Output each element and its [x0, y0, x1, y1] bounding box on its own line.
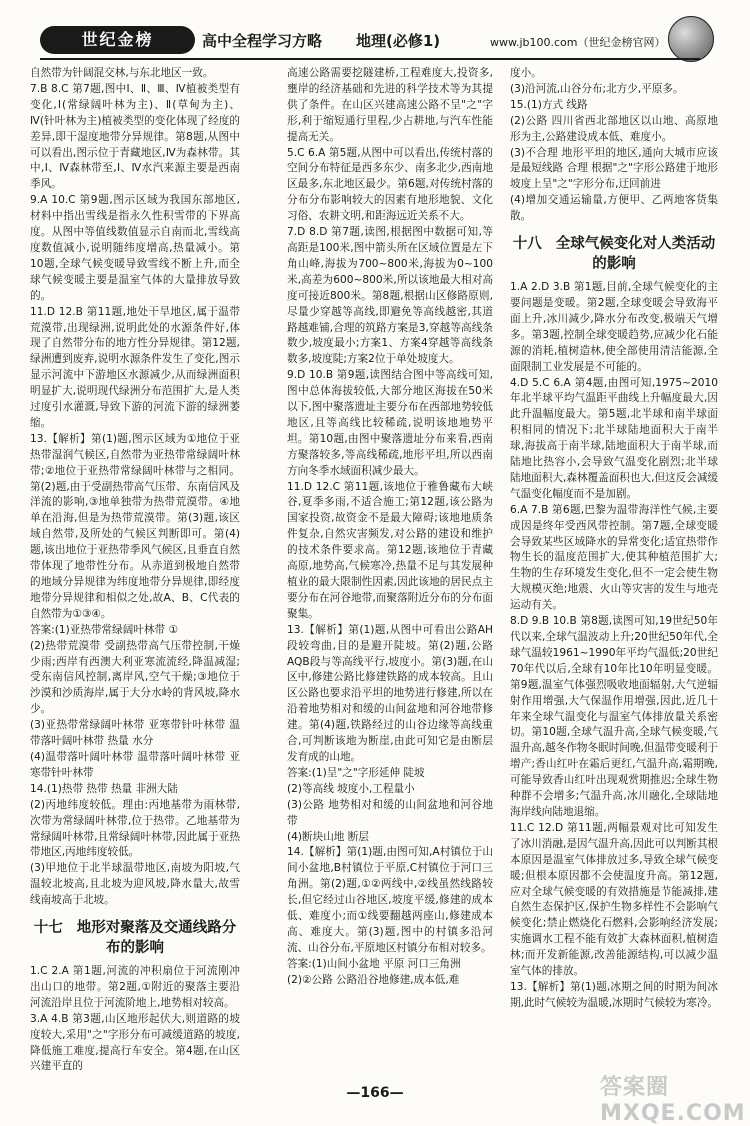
- paragraph: 9.D 10.B 第9题,读图结合图中等高线可知,图中总体海拔较低,大部分地区海拔在50米以下,图中聚落遗址主要分布在西部地势较低地区,且等高线比较稀疏,说明该地地势平坦。第10题,由图中聚落遗址分布来看,西南方聚落较多,等高线稀疏,地形平坦,所以西南方向冬季水域面积减少最大。: [287, 369, 493, 477]
- paragraph: 答案:(1)山间小盆地 平原 河口三角洲: [287, 957, 461, 970]
- paragraph: (4)断块山地 断层: [287, 830, 369, 843]
- paragraph: 15.(1)方式 线路: [510, 98, 588, 111]
- section-title: 地形对聚落及交通线路分布的影响: [76, 920, 237, 957]
- paragraph: 1.A 2.D 3.B 第1题,目前,全球气候变化的主要问题是变暖。第2题,全球变暖会导致海平面上升,冰川减少,降水分布改变,极端天气增多。第3题,控制全球变暖趋势,应减少化石能源的消耗,植树造林,使全部使用清洁能源,全面限制工业发展是不可能的。: [510, 281, 718, 373]
- paragraph: 3.A 4.B 第3题,山区地形起伏大,则道路的坡度较大,采用"之"字形分布可减缓道路的坡度,降低施工难度,提高行车安全。第4题,在山区兴建平直的: [30, 1012, 240, 1073]
- column-right: [510, 66, 718, 1012]
- paragraph: (3)沿河流,山谷分布;北方少,平原多。: [510, 82, 684, 95]
- paragraph: 8.D 9.B 10.B 第8题,读图可知,19世纪50年代以来,全球气温波动上升;20世纪50年代,全球气温较1961~1990年平均气温低;20世纪70年代以后,全球有10年比10年明显变暖。第9题,温室气体强烈吸收地面辐射,大气逆辐射作用增强,大气保温作用增强,因此,近几十年来全球气温变化与温室气体排放量关系密切。第10题,全球气温升高,全球气候变暖,气温升高,越冬作物冬眠时间晚,但温带变暖利于增产;香山红叶在霜后更红,气温升高,霜期晚,可能导致香山红叶出现观赏期推迟;全球生物种群不会增多;气温升高,冰川融化,全球陆地海岸线向陆地退缩。: [510, 615, 719, 818]
- section-number: 十七: [33, 920, 63, 937]
- brand-logo: 世纪金榜: [40, 26, 195, 54]
- paragraph: 11.D 12.B 第11题,地处干旱地区,属于温带荒漠带,出现绿洲,说明此处的水源条件好,体现了自然带分布的地方性分异规律。第12题,绿洲遭到废弃,说明水源条件发生了变化,图示显示河流中下游地区水源减少,从而绿洲面积明显扩大,说明现代绿洲分布范围扩大,是人类过度引水灌溉,导致下游的河流下游的绿洲萎缩。: [30, 305, 240, 429]
- column-middle: [287, 66, 493, 989]
- paragraph: 7.D 8.D 第7题,读图,根据图中数据可知,等高距是100米,图中箭头所在区域位置是左下角山峰,海拔为700~800米,海拔为0~100米,高差为600~800米,所以该地最大相对高度可接近800米。第8题,根据山区修路原则,尽量少穿越等高线,即避免等高线越密,其道路越难铺,合理的筑路方案是3,穿越等高线条数少,坡度最小;方案1、方案4穿越等高线条数多,坡度陡;方案2位于单处坡度大。: [287, 226, 493, 366]
- paragraph: 11.D 12.C 第11题,该地位于雅鲁藏布大峡谷,夏季多雨,不适合施工;第12题,该公路为国家投资,故资金不是最大障碍;该地地质条件复杂,自然灾害频发,对公路的建设和维护的技术条件要求高。第12题,该地位于青藏高原,地势高,气候寒冷,热量不足与其发展种植业的最大限制性因素,因此该地的居民点主要分布在河谷地带,而聚落附近分布的分布面聚集。: [287, 480, 493, 620]
- paragraph: (2)公路 四川省西北部地区以山地、高原地形为主,公路建设成本低、难度小。: [510, 114, 718, 143]
- section-heading: [30, 918, 240, 958]
- paragraph: (4)增加交通运输量,方便甲、乙两地客货集散。: [510, 194, 718, 223]
- paragraph: 度小。: [510, 67, 542, 79]
- paragraph: 9.A 10.C 第9题,图示区域为我国东部地区,材料中指出雪线是指永久性积雪带的下界高度。从图中等值线数值显示自南而北,雪线高度数值减小,说明随纬度增高,热量减小。第10题,全球气候变暖导致雪线不断上升,而全球气候变暖主要是温室气体的大量排放导致的。: [30, 194, 240, 302]
- paragraph: (3)亚热带常绿阔叶林带 亚寒带针叶林带 温带落叶阔叶林带 热量 水分: [30, 719, 240, 748]
- paragraph: (3)甲地位于北半球温带地区,南坡为阳坡,气温较北坡高,且北坡为迎风坡,降水量大,故雪线南坡高于北坡。: [30, 862, 240, 907]
- paragraph: (3)公路 地势相对和缓的山间盆地和河谷地带: [287, 798, 493, 827]
- paragraph: 高速公路需要挖隧建桥,工程难度大,投资多,壅岸的经济基础和先进的科学技术等为其提供了条件。在山区兴建高速公路不呈"之"字形,利于缩短通行里程,少占耕地,与汽车性能提高无关。: [287, 67, 493, 143]
- header-divider: [40, 58, 700, 60]
- paragraph: 6.A 7.B 第6题,巴黎为温带海洋性气候,主要成因是终年受西风带控制。第7题,全球变暖会导致某些区域降水的异常变化;适宜热带作物生长的温度范围扩大,使其种植范围扩大;生物的生存环境发生变化,但不一定会使生物大规模灭绝;地震、火山等灾害的发生与地壳运动有关。: [510, 503, 718, 612]
- paragraph: (2)热带荒漠带 受副热带高气压带控制,干燥少雨;西岸有西澳大利亚寒流流经,降温减湿;受东南信风控制,离岸风,空气干燥;③地位于沙漠和沙质海岸,属于大分水岭的背风坡,降水少。: [30, 639, 240, 716]
- paragraph: (4)温带落叶阔叶林带 温带落叶阔叶林带 亚寒带针叶林带: [30, 750, 240, 779]
- watermark: 答案圈 MXQE.COM: [600, 1075, 746, 1126]
- paragraph: (2)等高线 坡度小,工程量小: [287, 782, 415, 795]
- paragraph: (3)不合理 地形平坦的地区,通向大城市应该是最短线路 合理 根据"之"字形公路建于地形坡度上呈"之"字形分布,迂回前进: [510, 146, 718, 191]
- page-header: [0, 0, 750, 58]
- paragraph: 13.【解析】第(1)题,从图中可看出公路AH段较弯曲,目的是避开陡坡。第(2)题,公路AQB段与等高线平行,坡度小。第(3)题,在山区中,修建公路比修建铁路的成本较高。且山区公路也要求沿平坦的地势进行修建,所以在沿着地势相对和缓的山间盆地和河谷地带修建。第(4)题,铁路经过的山谷边缘等高线重合,可判断该地为断崖,由此可知它是由断层发育成的山地。: [287, 623, 493, 763]
- globe-icon: [668, 16, 714, 62]
- paragraph: (2)②公路 公路沿谷地修建,成本低,难: [287, 973, 460, 986]
- site-url: www.jb100.com（世纪金榜官网）: [490, 36, 666, 49]
- section-heading: [510, 234, 718, 274]
- book-subject: 地理(必修1): [356, 32, 441, 50]
- paragraph: 答案:(1)呈"之"字形延伸 陡坡: [287, 766, 425, 779]
- book-title: 高中全程学习方略: [202, 32, 323, 50]
- paragraph: 4.D 5.C 6.A 第4题,由图可知,1975~2010年北半球平均气温距平曲线上升幅度最大,因此升温幅度最大。第5题,北半球和南半球面积相同的情况下;北半球陆地面积大于南半球,海拔高于南半球,陆地面积大于南半球,而陆地比热容小,会导致气温变化剧烈;北半球陆地面积大,森林覆盖面积也大,但这反会减缓气温变化幅度而不是加剧。: [510, 376, 719, 500]
- paragraph: 答案:(1)亚热带常绿阔叶林带 ①: [30, 623, 178, 636]
- paragraph: 14.(1)热带 热带 热量 非洲大陆: [30, 782, 178, 795]
- paragraph: 自然带为针阔混交林,与东北地区一致。: [30, 67, 214, 79]
- paragraph: 7.B 8.C 第7题,图中Ⅰ、Ⅱ、Ⅲ、Ⅳ植被类型有变化,Ⅰ(常绿阔叶林为主)、Ⅱ(草甸为主)、Ⅳ(针叶林为主)植被类型的变化体现了经度的差异,即干湿度地带分异规律。第8题,从图中可以看出,图示位于青藏地区,Ⅳ为森林带。其中,Ⅰ、Ⅳ森林带至,Ⅰ、Ⅳ水汽来源主要是西南季风。: [30, 82, 240, 191]
- paragraph: (2)丙地纬度较低。理由:丙地基带为雨林带,次带为常绿阔叶林带,位于热带。乙地基带为常绿阔叶林带,且常绿阔叶林带,因此属于亚热带地区,丙地纬度较低。: [30, 798, 240, 859]
- page-number: —166—: [346, 1085, 404, 1101]
- paragraph: 11.C 12.D 第11题,两幅景观对比可知发生了冰川消融,是因气温升高,因此可以判断其根本原因是温室气体排放过多,导致全球气候变暖;但根本原因都不会使温度升高。第12题,应对全球气候变暖的有效措施是节能减排,建自然生态保护区,保护生物多样性不会影响气候变化;禁止燃烧化石燃料,会影响经济发展;实施调水工程不能有效扩大森林面积,植树造林;而开发新能源,改善能源结构,可以减少温室气体的排放。: [510, 821, 719, 978]
- paragraph: 14.【解析】第(1)题,由图可知,A村镇位于山间小盆地,B村镇位于平原,C村镇位于河口三角洲。第(2)题,①②两线中,②线虽然线路较长,但它经过山谷地区,坡度平缓,修建的成本低、难度小;而①线要翻越两座山,修建成本高、难度大。第(3)题,图中的村镇多沿河流、山谷分布,平原地区村镇分布相对较多。: [287, 846, 493, 954]
- paragraph: 13.【解析】第(1)题,冰期之间的时期为间冰期,此时气候较为温暖,冰期时气候较为寒冷。: [510, 980, 719, 1009]
- section-number: 十八: [512, 236, 542, 253]
- column-left: [30, 66, 240, 1075]
- paragraph: 13.【解析】第(1)题,图示区域为①地位于亚热带湿润气候区,自然带为亚热带常绿阔叶林带;②地位于亚热带常绿阔叶林带与之相同。第(2)题,由于受副热带高气压带、东南信风及洋流的影响,③地单独带为热带荒漠带。④地单在沿海,但是为热带荒漠带。第(3)题,该区域自然带,及所处的气候区判断即可。第(4)题,该出地位于亚热带季风气候区,且垂直自然带体现了地带性分布。从赤道到极地自然带的地域分异规律为纬度地带分异规律,即经度地带分异规律和相似之处,故A、B、C代表的自然带为①③④。: [30, 432, 240, 620]
- paragraph: 1.C 2.A 第1题,河流的冲积扇位于河流刚冲出山口的地带。第2题,①附近的聚落主要沿河流沿岸且位于河流阶地上,地势相对较高。: [30, 965, 240, 1009]
- section-title: 全球气候变化对人类活动的影响: [555, 236, 716, 273]
- paragraph: 5.C 6.A 第5题,从图中可以看出,传统村落的空间分布特征是西多东少、南多北少,西南地区最多,东北地区最少。第6题,对传统村落的分布分布影响较大的因素有地形地貌、文化习俗、农耕文明,和距海远近关系不大。: [287, 146, 493, 223]
